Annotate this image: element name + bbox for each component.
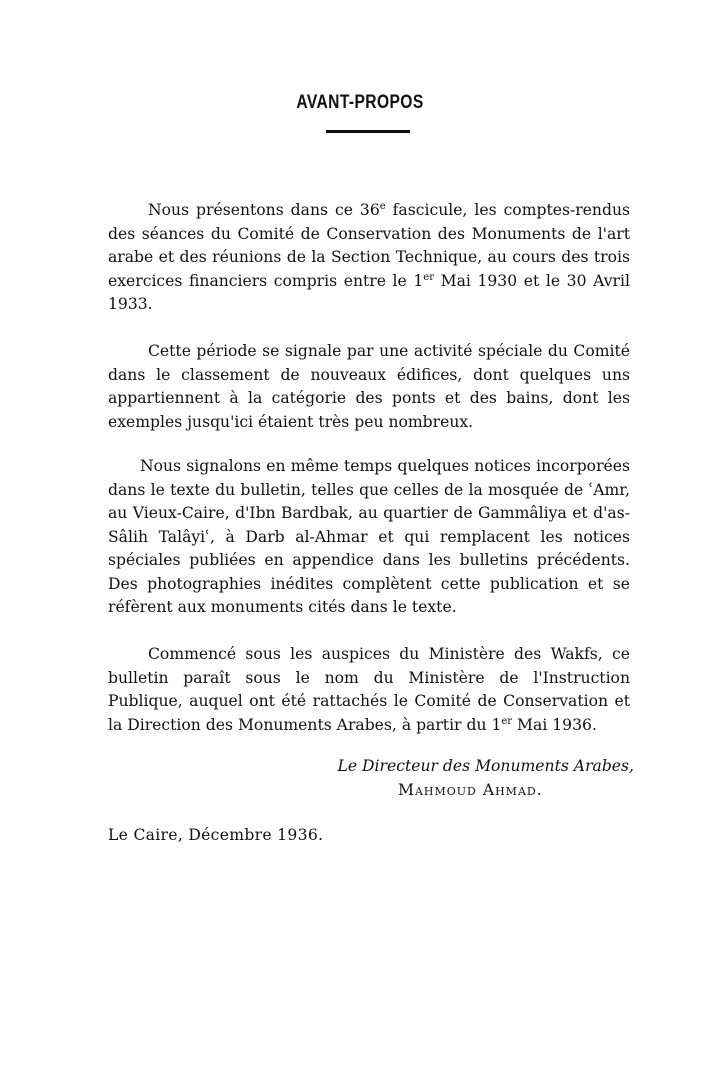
paragraph-3: Nous signalons en même temps quelques notices incorporées dans le texte du bulletin, telles que celles de la mosquée de ʿAmr, au Vieux-Caire, d'Ibn Bardbak, au quartier de Gammâliya et d'as-Sâlih Talâyiʿ, à Darb al-Ahmar et qui remplacent les notices spéciales publiées en appendice dans les bulletins précédents. Des photographies inédites complètent cette publication et se réfèrent aux monuments cités dans le texte. (108, 457, 630, 616)
paragraph-4-sup: er (501, 715, 513, 727)
place-and-date: Le Caire, Décembre 1936. (108, 826, 324, 844)
paragraph-2: Cette période se signale par une activité spéciale du Comité dans le classement de nouveaux édifices, dont quelques uns appartiennent à la catégorie des ponts et des bains, dont les exemples jusqu'ici étaient très peu nombreux. (108, 342, 630, 431)
paragraph-1-part-b: fascicule, les comptes-rendus des séances du Comité de Conservation des Monuments de l'art arabe et des réunions de la Section Technique, au cours des trois exercices financiers compris entre le 1 (108, 201, 630, 290)
paragraph-4-part-b: Mai 1936. (512, 715, 597, 734)
paragraph-1-sup-b: er (423, 271, 434, 283)
signature-title: Le Directeur des Monuments Arabes, (337, 757, 634, 775)
paragraph-1 (108, 199, 630, 317)
paragraph-1-sup-a: e (379, 201, 386, 212)
paragraph-4 (108, 643, 630, 737)
paragraph-1-part-c: Mai 1930 et le 30 Avril 1933. (108, 271, 630, 313)
paragraph-4-part-a: Commencé sous les auspices du Ministère des Wakfs, ce bulletin paraît sous le nom du Ministère de l'Instruction Publique, auquel ont été rattachés le Comité de Conservation et la Direction des Monuments Arabes, à partir du 1 (108, 645, 630, 734)
signature-name: Mahmoud Ahmad. (398, 781, 543, 799)
page-title: AVANT-PROPOS (296, 92, 424, 113)
title-underline (326, 130, 410, 133)
paragraph-1-part-a: Nous présentons dans ce 36 (148, 201, 380, 219)
